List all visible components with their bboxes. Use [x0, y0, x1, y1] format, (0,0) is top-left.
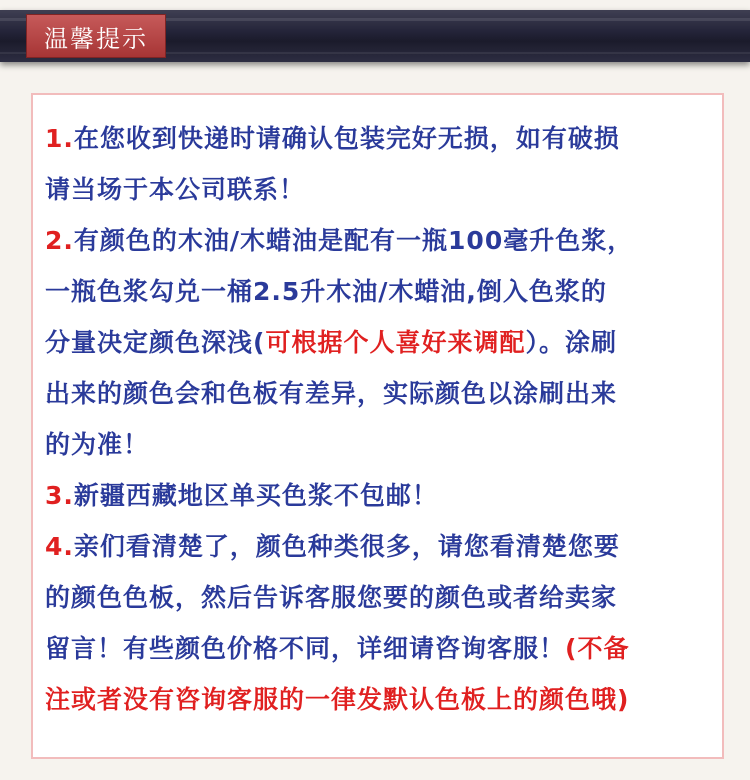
item-number: 2. — [45, 226, 74, 255]
notice-text: 新疆西藏地区单买色浆不包邮！ — [73, 481, 438, 510]
item-number: 3. — [45, 481, 74, 510]
notice-text: 的颜色色板，然后告诉客服您要的颜色或者给卖家 — [45, 583, 618, 612]
notice-line — [45, 368, 710, 419]
notice-text: 一瓶色浆勾兑一桶2.5升木油/木蜡油,倒入色浆的 — [45, 277, 607, 306]
notice-text: 留言！有些颜色价格不同，详细请咨询客服！ — [45, 634, 566, 663]
notice-line — [45, 215, 710, 266]
notice-line — [45, 266, 710, 317]
title-tab — [26, 14, 166, 58]
notice-line — [45, 470, 710, 521]
notice-line — [45, 674, 710, 725]
emphasis-text: (不备 — [565, 634, 630, 663]
emphasis-text: 可根据个人喜好来调配 — [265, 328, 526, 357]
notice-line — [45, 521, 710, 572]
notice-text: 有颜色的木油/木蜡油是配有一瓶100毫升色浆， — [73, 226, 634, 255]
notice-text: 亲们看清楚了，颜色种类很多，请您看清楚您要 — [73, 532, 620, 561]
emphasis-text: 注或者没有咨询客服的一律发默认色板上的颜色哦) — [45, 685, 630, 714]
notice-text: 分量决定颜色深浅( — [45, 328, 266, 357]
notice-line — [45, 572, 710, 623]
notice-text: 请当场于本公司联系！ — [45, 175, 306, 204]
notice-line — [45, 419, 710, 470]
page-title: 温馨提示 — [44, 24, 148, 53]
item-number: 1. — [45, 124, 74, 153]
notice-line — [45, 317, 710, 368]
notice-line — [45, 113, 710, 164]
item-number: 4. — [45, 532, 74, 561]
notice-panel — [31, 93, 724, 759]
notice-line — [45, 164, 710, 215]
notice-line — [45, 623, 710, 674]
notice-text: 在您收到快递时请确认包装完好无损，如有破损 — [73, 124, 620, 153]
notice-text: 出来的颜色会和色板有差异，实际颜色以涂刷出来 — [45, 379, 618, 408]
notice-text: ）。涂刷 — [525, 328, 617, 357]
notice-text: 的为准！ — [45, 430, 150, 459]
